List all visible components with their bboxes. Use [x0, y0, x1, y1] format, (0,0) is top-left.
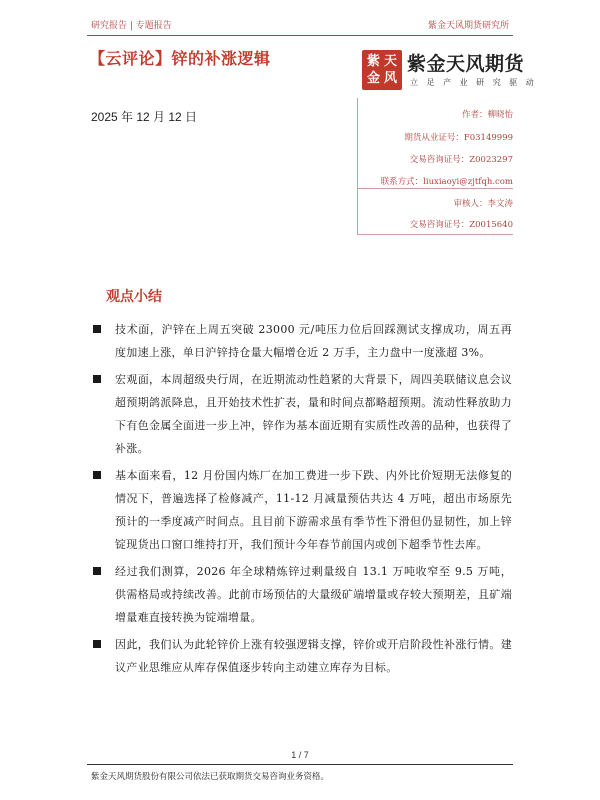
company-logo-seal: 紫 天 金 风: [362, 50, 402, 90]
author-info-box: [357, 98, 513, 235]
header-divider: [87, 35, 513, 36]
reviewer-name: 审核人：李文涛: [453, 199, 513, 209]
square-bullet-icon: [93, 471, 101, 479]
list-item: [92, 318, 512, 364]
contact-email: 联系方式：liuxiaoyi@zjtfqh.com: [380, 177, 513, 187]
author-name: 作者：柳晓怡: [461, 110, 513, 120]
square-bullet-icon: [93, 567, 101, 575]
list-item: [92, 633, 512, 679]
list-item: [92, 464, 512, 556]
reviewer-license-number: 交易咨询证号：Z0015640: [409, 220, 513, 230]
consulting-license-number: 交易咨询证号：Z0023297: [409, 155, 513, 165]
section-title: 观点小结: [106, 289, 162, 305]
bullet-text: 宏观面，本周超级央行周，在近期流动性趋紧的大背景下，周四美联储议息会议超预期鸽派降息，且开始技术性扩表，量和时间点都略超预期。流动性释放助力下有色金属全面进一步上冲，锌作为基本面近期有实质性改善的品种，也获得了补涨。: [115, 373, 512, 455]
page-number: 1 / 7: [291, 750, 309, 760]
header-institute: 紫金天风期货研究所: [427, 21, 509, 31]
footer-divider: [87, 764, 513, 765]
futures-license-number: 期货从业证号：F03149999: [404, 133, 513, 143]
report-title: 【云评论】锌的补涨逻辑: [89, 49, 271, 68]
bullet-text: 技术面，沪锌在上周五突破 23000 元/吨压力位后回踩测试支撑成功，周五再度加速上涨，单日沪锌持仓量大幅增仓近 2 万手，主力盘中一度涨超 3%。: [115, 323, 512, 359]
header-report-type: 研究报告 | 专题报告: [91, 21, 172, 31]
company-logo-name: 紫金天风期货: [407, 53, 525, 75]
square-bullet-icon: [93, 640, 101, 648]
bullet-text: 经过我们测算，2026 年全球精炼锌过剩量级自 13.1 万吨收窄至 9.5 万吨，供需格局或持续改善。此前市场预估的大量级矿端增量或存较大预期差，且矿端增量难直接转换为锭端增量。: [115, 565, 512, 624]
square-bullet-icon: [93, 325, 101, 333]
report-date: 2025 年 12 月 12 日: [91, 110, 198, 124]
bullet-text: 因此，我们认为此轮锌价上涨有较强逻辑支撑，锌价或开启阶段性补涨行情。建议产业思维应从库存保值逐步转向主动建立库存为目标。: [115, 638, 512, 674]
company-slogan: 立 足 产 业 研 究 驱 动: [410, 78, 537, 87]
info-divider: [358, 188, 513, 189]
list-item: [92, 560, 512, 629]
square-bullet-icon: [93, 375, 101, 383]
summary-bullet-list: [92, 318, 512, 683]
list-item: [92, 368, 512, 460]
bullet-text: 基本面来看，12 月份国内炼厂在加工费进一步下跌、内外比价短期无法修复的情况下，普遍选择了检修减产，11-12 月减量预估共达 4 万吨，超出市场原先预计的一季度减产时间点。且目前下游需求虽有季节性下滑但仍显韧性，加上锌锭现货出口窗口维持打开，我们预计今年春节前国内或创下超季节性去库。: [115, 469, 512, 551]
footer-disclaimer: 紫金天风期货股份有限公司依法已获取期货交易咨询业务资格。: [91, 772, 330, 782]
